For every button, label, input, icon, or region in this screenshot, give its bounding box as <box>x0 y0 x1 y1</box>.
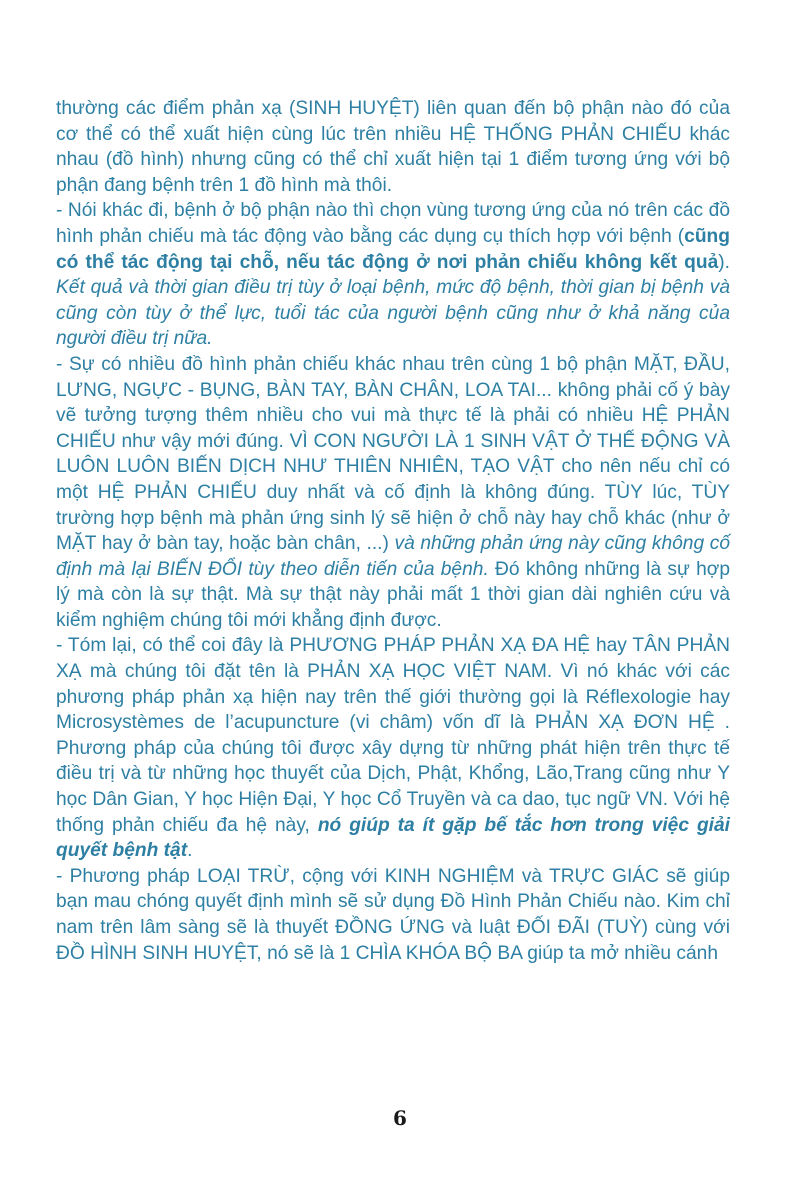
paragraph-treatment-choice <box>56 198 730 352</box>
bold-italic-emphasis: nó giúp ta ít gặp bế tắc hơn trong việc giải quyết bệnh tật <box>56 814 731 862</box>
italic-emphasis: và những phản ứng này cũng không cố định mà lại BIẾN ĐỔI tùy theo diễn tiến của bệnh. <box>56 533 731 580</box>
page-number: 6 <box>393 1106 407 1130</box>
paragraph-continuation <box>56 96 730 198</box>
paragraph-method <box>56 864 730 966</box>
paragraph-summary <box>56 633 730 863</box>
paragraph-multiple-maps <box>56 352 730 634</box>
text-run: - Sự có nhiều đồ hình phản chiếu khác nhau trên cùng 1 bộ phận MẶT, ĐẦU, LƯNG, NGỰC - BỤNG, BÀN TAY, BÀN CHÂN, LOA TAI... không phải cố ý bày vẽ tưởng tượng thêm nhiều cho vui mà thực tế là phải có nhiều HỆ PHẢN CHIẾU như vậy mới đúng. VÌ CON NGƯỜI LÀ 1 SINH VẬT Ở THẾ ĐỘNG VÀ LUÔN LUÔN BIẾN DỊCH NHƯ THIÊN NHIÊN, TẠO VẬT cho nên nếu chỉ có một HỆ PHẢN CHIẾU duy nhất và cố định là không đúng. TÙY lúc, TÙY trường hợp bệnh mà phản ứng sinh lý sẽ hiện ở chỗ này hay chỗ khác (như ở MẶT hay ở bàn tay, hoặc bàn chân, ...) <box>56 353 730 555</box>
text-run: - Nói khác đi, bệnh ở bộ phận nào thì chọn vùng tương ứng của nó trên các đồ hình phản chiếu mà tác động vào bằng các dụng cụ thích hợp với bệnh ( <box>56 200 730 247</box>
text-run: ). <box>718 251 730 273</box>
text-run: Đó không những là sự hợp lý mà còn là sự thật. Mà sự thật này phải mất 1 thời gian dài nghiên cứu và kiểm nghiệm chúng tôi mới khẳng định được. <box>56 558 731 631</box>
text-run: - Phương pháp LOẠI TRỪ, cộng với KINH NGHIỆM và TRỰC GIÁC sẽ giúp bạn mau chóng quyết định mình sẽ sử dụng Đồ Hình Phản Chiếu nào. Kim chỉ nam trên lâm sàng sẽ là thuyết ĐỒNG ỨNG và luật ĐỐI ĐÃI (TUỲ) cùng với ĐỒ HÌNH SINH HUYỆT, nó sẽ là 1 CHÌA KHÓA BỘ BA giúp ta mở nhiều cánh <box>56 865 730 964</box>
bold-emphasis: cũng có thể tác động tại chỗ, nếu tác động ở nơi phản chiếu không kết quả <box>56 225 730 273</box>
italic-emphasis: Kết quả và thời gian điều trị tùy ở loại bệnh, mức độ bệnh, thời gian bị bệnh và cũng còn tùy ở thể lực, tuổi tác của người bệnh cũng như ở khả năng của người điều trị nữa. <box>56 277 730 350</box>
text-run: . <box>187 840 193 862</box>
text-run: thường các điểm phản xạ (SINH HUYỆT) liên quan đến bộ phận nào đó của cơ thể có thể xuất hiện cùng lúc trên nhiều HỆ THỐNG PHẢN CHIẾU khác nhau (đồ hình) nhưng cũng có thể chỉ xuất hiện tại 1 điểm tương ứng với bộ phận đang bệnh trên 1 đồ hình mà thôi. <box>56 98 730 196</box>
text-run: - Tóm lại, có thể coi đây là PHƯƠNG PHÁP PHẢN XẠ ĐA HỆ hay TÂN PHẢN XẠ mà chúng tôi đặt tên là PHẢN XẠ HỌC VIỆT NAM. Vì nó khác với các phương pháp phản xạ hiện nay trên thế giới thường gọi là Réflexologie hay Microsystèmes de l’acupuncture (vi châm) vốn dĩ là PHẢN XẠ ĐƠN HỆ . Phương pháp của chúng tôi được xây dựng từ những phát hiện trên thực tế điều trị và từ những học thuyết của Dịch, Phật, Khổng, Lão,Trang cũng như Y học Dân Gian, Y học Hiện Đại, Y học Cổ Truyền và ca dao, tục ngữ VN. Với hệ thống phản chiếu đa hệ này, <box>56 635 730 836</box>
